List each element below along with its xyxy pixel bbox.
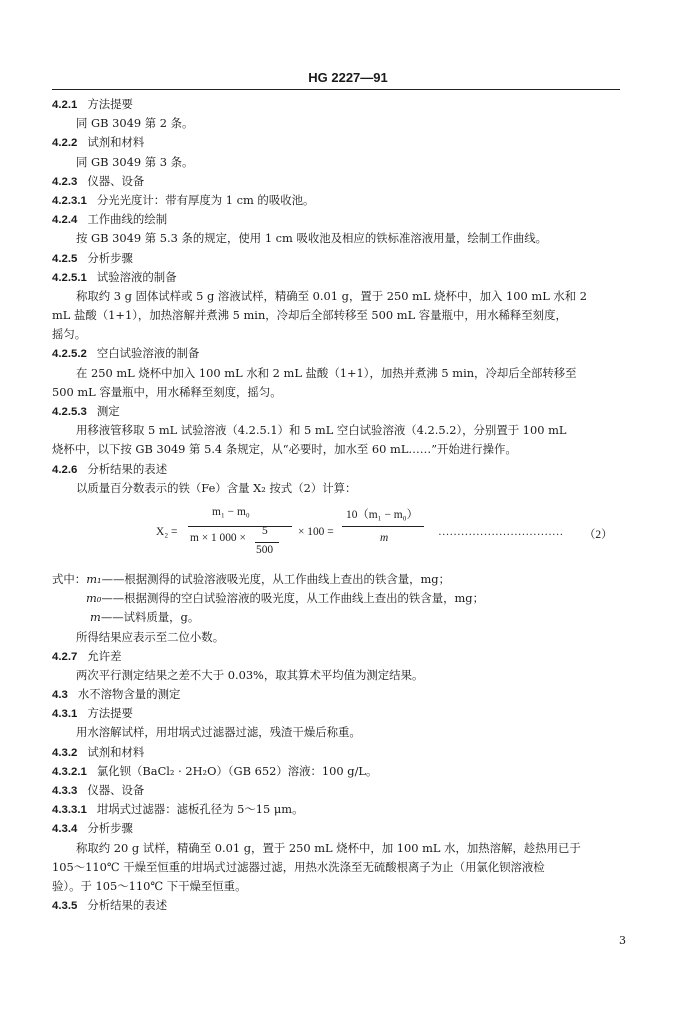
- where-label: 式中：: [52, 571, 87, 586]
- symbol: m₁: [86, 571, 102, 586]
- section-4-3-5: 4.3.5 分析结果的表述: [52, 898, 168, 913]
- section-4-2-5-1: 4.2.5.1 试验溶液的制备: [52, 269, 177, 284]
- document-body: [52, 95, 620, 915]
- section-4-3: 4.3 水不溶物含量的测定: [52, 687, 181, 702]
- symbol-description: ——根据测得的空白试验溶液的吸光度，从工作曲线上查出的铁含量，mg；: [101, 591, 484, 606]
- section-4-3-2-1: 4.3.2.1 氯化钡（BaCl₂ · 2H₂O）（GB 652）溶液：100 g/L。: [52, 763, 378, 778]
- paragraph-line: 摇匀。: [52, 327, 87, 342]
- section-4-2-7: 4.2.7 允许差: [52, 648, 122, 663]
- formula-numerator-1: m₁ − m₀: [212, 505, 250, 518]
- paragraph-line: mL 盐酸（1+1），加热溶解并煮沸 5 min，冷却后全部转移至 500 mL 容量瓶中，用水稀释至刻度，: [52, 308, 567, 323]
- paragraph-line: 验）。于 105～110℃ 下干燥至恒重。: [52, 878, 247, 893]
- section-4-2-6: 4.2.6 分析结果的表述: [52, 461, 168, 476]
- header-rule: [52, 89, 620, 90]
- formula-times: × 100 =: [298, 525, 334, 538]
- symbol: m₀: [86, 591, 102, 606]
- formula-leader-dots: ……………………………: [438, 525, 564, 538]
- section-4-2-1-body: 同 GB 3049 第 2 条。: [76, 116, 194, 131]
- formula-lhs: X₂ =: [156, 525, 178, 538]
- paragraph-line: 500 mL 容量瓶中，用水稀释至刻度，摇匀。: [52, 384, 282, 399]
- formula-intro: 以质量百分数表示的铁（Fe）含量 X₂ 按式（2）计算：: [76, 480, 357, 495]
- section-4-3-3: 4.3.3 仪器、设备: [52, 783, 145, 797]
- section-4-2-4-body: 按 GB 3049 第 5.3 条的规定，使用 1 cm 吸收池及相应的铁标准溶液用量，绘制工作曲线。: [76, 231, 548, 246]
- paragraph-line: 105～110℃ 干燥至恒重的坩埚式过滤器过滤，用热水洗涤至无硫酸根离子为止（用氯化钡溶液检: [52, 859, 545, 874]
- page-number: 3: [619, 934, 626, 947]
- formula-small-denominator: 500: [256, 543, 274, 556]
- paragraph-line: 称取约 3 g 固体试样或 5 g 溶液试样，精确至 0.01 g，置于 250 mL 烧杯中，加入 100 mL 水和 2: [76, 288, 588, 303]
- section-4-3-2: 4.3.2 试剂和材料: [52, 744, 145, 759]
- paragraph-line: 用移液管移取 5 mL 试验溶液（4.2.5.1）和 5 mL 空白试验溶液（4.2.5.2），分别置于 100 mL: [76, 423, 567, 438]
- section-4-2-5: 4.2.5 分析步骤: [52, 250, 133, 265]
- equation-number: （2）: [584, 528, 613, 541]
- formula-denominator-2: m: [380, 531, 389, 544]
- formula-small-numerator: 5: [262, 524, 268, 537]
- section-4-2-5-2: 4.2.5.2 空白试验溶液的制备: [52, 346, 200, 361]
- section-4-3-4: 4.3.4 分析步骤: [52, 821, 133, 836]
- fraction-bar: [188, 526, 292, 527]
- result-precision-note: 所得结果应表示至二位小数。: [76, 629, 225, 644]
- paragraph-line: 在 250 mL 烧杯中加入 100 mL 水和 2 mL 盐酸（1+1），加热并煮沸 5 min，冷却后全部转移至: [76, 365, 577, 380]
- formula-denominator-1: m × 1 000 ×: [190, 531, 246, 544]
- section-4-2-5-3: 4.2.5.3 测定: [52, 404, 120, 418]
- where-line-m0: [52, 589, 620, 608]
- section-4-2-7-body: 两次平行测定结果之差不大于 0.03%，取其算术平均值为测定结果。: [76, 667, 424, 682]
- section-4-2-1: 4.2.1 方法提要: [52, 97, 133, 111]
- section-4-2-3-1: 4.2.3.1 分光光度计：带有厚度为 1 cm 的吸收池。: [52, 192, 315, 207]
- section-4-3-1: 4.3.1 方法提要: [52, 706, 133, 721]
- section-4-2-4: 4.2.4 工作曲线的绘制: [52, 212, 168, 227]
- where-line-m: [52, 608, 620, 627]
- section-4-2-3: 4.2.3 仪器、设备: [52, 173, 145, 188]
- where-line-m1: [52, 570, 620, 589]
- formula-2: [52, 502, 620, 568]
- paragraph-line: 烧杯中，以下按 GB 3049 第 5.4 条规定，从“必要时，加水至 60 mL……”开始进行操作。: [52, 442, 517, 457]
- fraction-bar: [255, 542, 279, 543]
- paragraph-line: 称取约 20 g 试样，精确至 0.01 g，置于 250 mL 烧杯中，加 100 mL 水，加热溶解，趁热用已于: [76, 840, 581, 855]
- symbol-description: ——根据测得的试验溶液吸光度，从工作曲线上查出的铁含量，mg；: [101, 571, 450, 586]
- formula-numerator-2: 10（m₁ − m₀）: [346, 508, 418, 521]
- section-4-2-2: 4.2.2 试剂和材料: [52, 135, 145, 150]
- symbol: m: [90, 610, 101, 625]
- standard-header: HG 2227—91: [308, 70, 388, 85]
- section-4-2-2-body: 同 GB 3049 第 3 条。: [76, 154, 194, 169]
- symbol-description: ——试料质量，g。: [100, 610, 200, 625]
- fraction-bar: [342, 526, 424, 527]
- section-4-3-3-1: 4.3.3.1 坩埚式过滤器：滤板孔径为 5～15 μm。: [52, 802, 304, 817]
- section-4-3-1-body: 用水溶解试样，用坩埚式过滤器过滤，残渣干燥后称重。: [76, 725, 361, 740]
